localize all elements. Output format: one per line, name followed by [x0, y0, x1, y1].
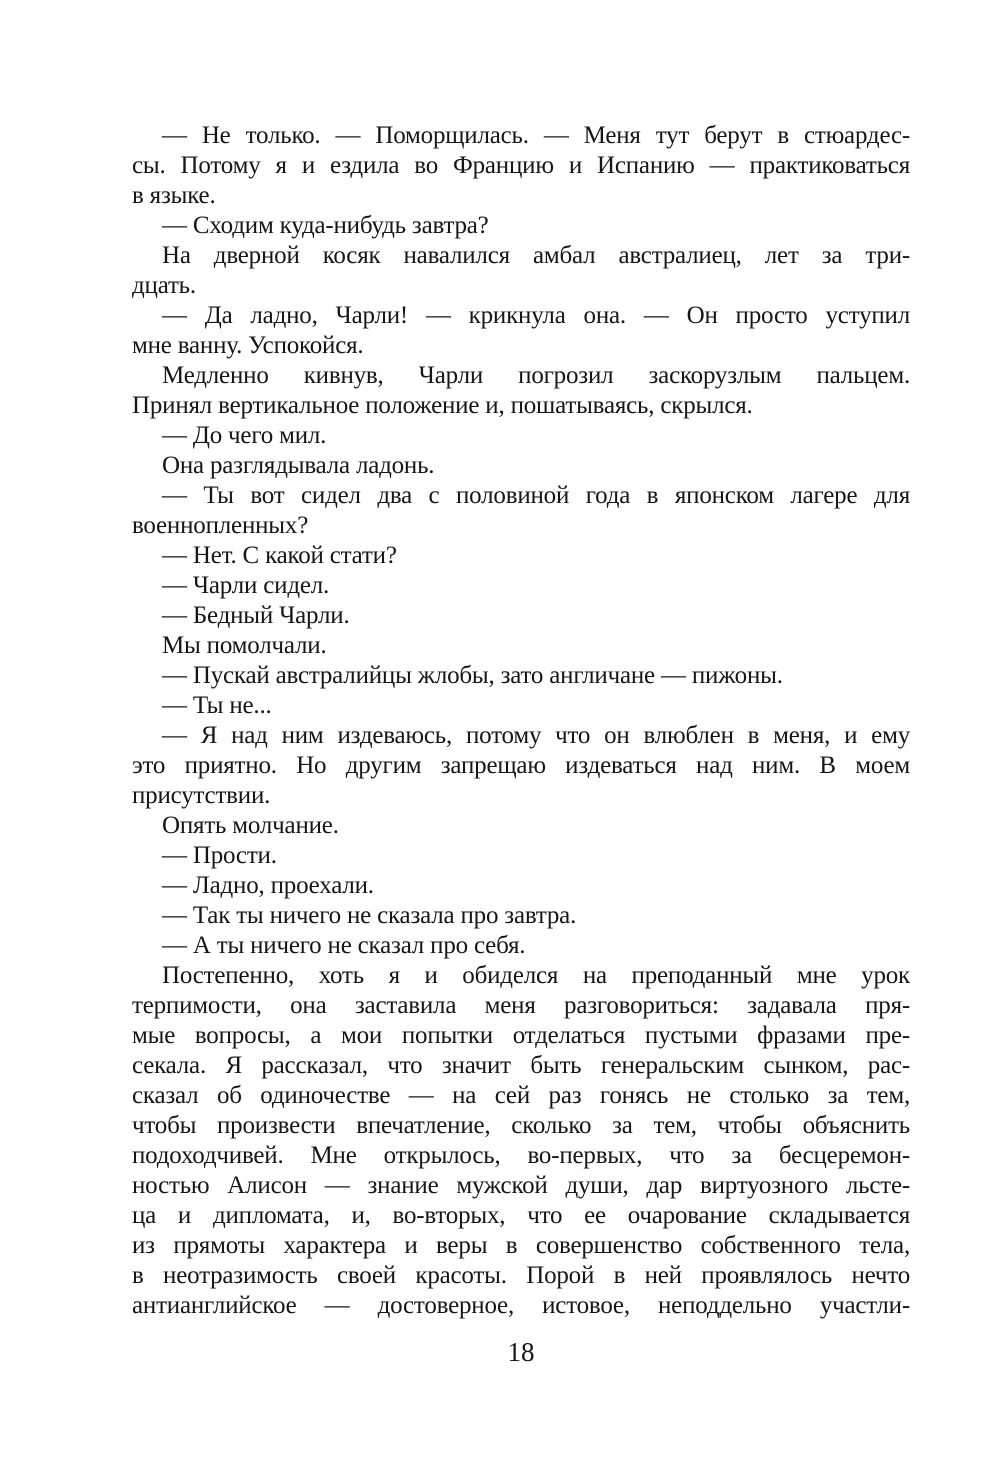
text-line: — Так ты ничего не сказала про завтра. — [162, 902, 577, 929]
text-line: подоходчивей. Мне открылось, во-первых, что за бесцеремон- — [132, 1142, 910, 1169]
text-line: — Ты не... — [162, 692, 272, 719]
text-line: чтобы произвести впечатление, сколько за тем, чтобы объяснить — [132, 1112, 910, 1139]
text-line: — Пускай австралийцы жлобы, зато англичане — пижоны. — [162, 662, 783, 689]
text-line: сы. Потому я и ездила во Францию и Испанию — практиковаться — [132, 152, 910, 179]
text-line: — Ладно, проехали. — [162, 872, 374, 899]
text-line: мые вопросы, а мои попытки отделаться пустыми фразами пре- — [132, 1022, 910, 1049]
text-line: Она разглядывала ладонь. — [162, 452, 435, 479]
text-line: — Сходим куда-нибудь завтра? — [162, 212, 489, 239]
text-line: — Прости. — [162, 842, 277, 869]
text-line: — Не только. — Поморщилась. — Меня тут берут в стюардес- — [162, 122, 910, 149]
text-line: это приятно. Но другим запрещаю издеваться над ним. В моем — [132, 752, 910, 779]
text-line: — А ты ничего не сказал про себя. — [162, 932, 526, 959]
text-line: дцать. — [132, 272, 196, 299]
text-line: — Нет. С какой стати? — [162, 542, 397, 569]
text-line: ца и дипломата, и, во-вторых, что ее очарование складывается — [132, 1202, 910, 1229]
text-line: секала. Я рассказал, что значит быть генеральским сынком, рас- — [132, 1052, 910, 1079]
text-line: — До чего мил. — [162, 422, 327, 449]
text-line: На дверной косяк навалился амбал австралиец, лет за три- — [162, 242, 910, 269]
text-line: мне ванну. Успокойся. — [132, 332, 364, 359]
page-number: 18 — [507, 1337, 535, 1367]
text-line: Медленно кивнув, Чарли погрозил заскорузлым пальцем. — [162, 362, 910, 389]
page-text — [132, 121, 910, 1321]
text-line: сказал об одиночестве — на сей раз гонясь не столько за тем, — [132, 1082, 910, 1109]
text-line: — Бедный Чарли. — [162, 602, 350, 629]
text-line: Постепенно, хоть я и обиделся на преподанный мне урок — [162, 962, 910, 989]
text-line: Мы помолчали. — [162, 632, 327, 659]
text-line: Принял вертикальное положение и, пошатываясь, скрылся. — [132, 392, 753, 419]
text-line: из прямоты характера и веры в совершенство собственного тела, — [132, 1232, 910, 1259]
text-line: антианглийское — достоверное, истовое, неподдельно участли- — [132, 1292, 910, 1319]
text-line: — Чарли сидел. — [162, 572, 330, 599]
text-line: — Я над ним издеваюсь, потому что он влюблен в меня, и ему — [162, 722, 910, 749]
text-line: в неотразимость своей красоты. Порой в ней проявлялось нечто — [132, 1262, 910, 1289]
text-line: ностью Алисон — знание мужской души, дар виртуозного льсте- — [132, 1172, 910, 1199]
text-line: — Ты вот сидел два с половиной года в японском лагере для — [162, 482, 910, 509]
text-line: присутствии. — [132, 782, 271, 809]
text-line: терпимости, она заставила меня разговориться: задавала пря- — [132, 992, 910, 1019]
text-line: — Да ладно, Чарли! — крикнула она. — Он просто уступил — [162, 302, 910, 329]
text-line: Опять молчание. — [162, 812, 339, 839]
text-line: военнопленных? — [132, 512, 309, 539]
text-line: в языке. — [132, 182, 216, 209]
